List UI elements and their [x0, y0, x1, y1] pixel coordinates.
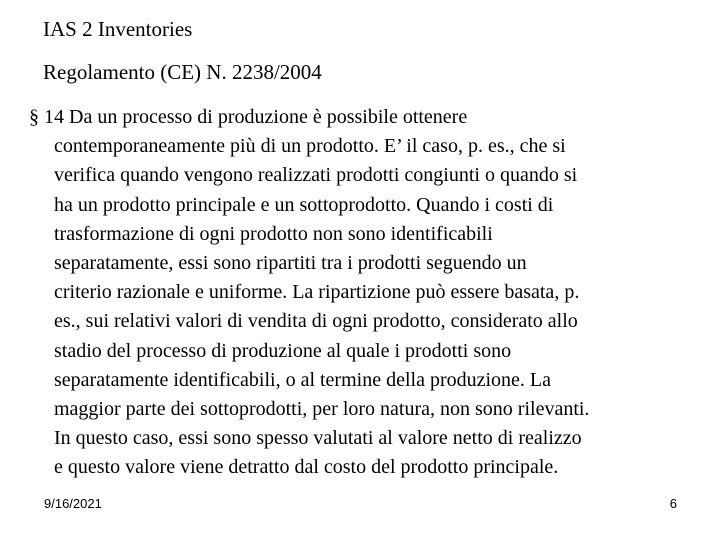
body-line: maggior parte dei sottoprodotti, per loro natura, non sono rilevanti. [54, 398, 590, 421]
body-line: es., sui relativi valori di vendita di ogni prodotto, considerato allo [54, 310, 578, 333]
slide-body [29, 103, 705, 483]
body-line: § 14 Da un processo di produzione è possibile ottenere [29, 106, 468, 128]
body-line: stadio del processo di produzione al quale i prodotti sono [54, 339, 512, 362]
slide-subtitle: Regolamento (CE) N. 2238/2004 [43, 60, 322, 84]
body-line: verifica quando vengono realizzati prodotti congiunti o quando si [54, 164, 578, 187]
body-line: separatamente, essi sono ripartiti tra i prodotti seguendo un [54, 252, 527, 275]
body-line: trasformazione di ogni prodotto non sono identificabili [54, 222, 493, 245]
footer-date: 9/16/2021 [44, 496, 102, 511]
body-line: e questo valore viene detratto dal costo del prodotto principale. [54, 456, 559, 479]
body-line: ha un prodotto principale e un sottoprodotto. Quando i costi di [54, 193, 554, 216]
footer-page-number: 6 [669, 496, 677, 511]
body-line: separatamente identificabili, o al termine della produzione. La [54, 368, 552, 391]
body-line: contemporaneamente più di un prodotto. E’ il caso, p. es., che si [54, 135, 566, 158]
body-line: criterio razionale e uniforme. La ripartizione può essere basata, p. [54, 281, 580, 304]
body-line: In questo caso, essi sono spesso valutati al valore netto di realizzo [54, 427, 582, 450]
slide-title: IAS 2 Inventories [43, 17, 193, 41]
